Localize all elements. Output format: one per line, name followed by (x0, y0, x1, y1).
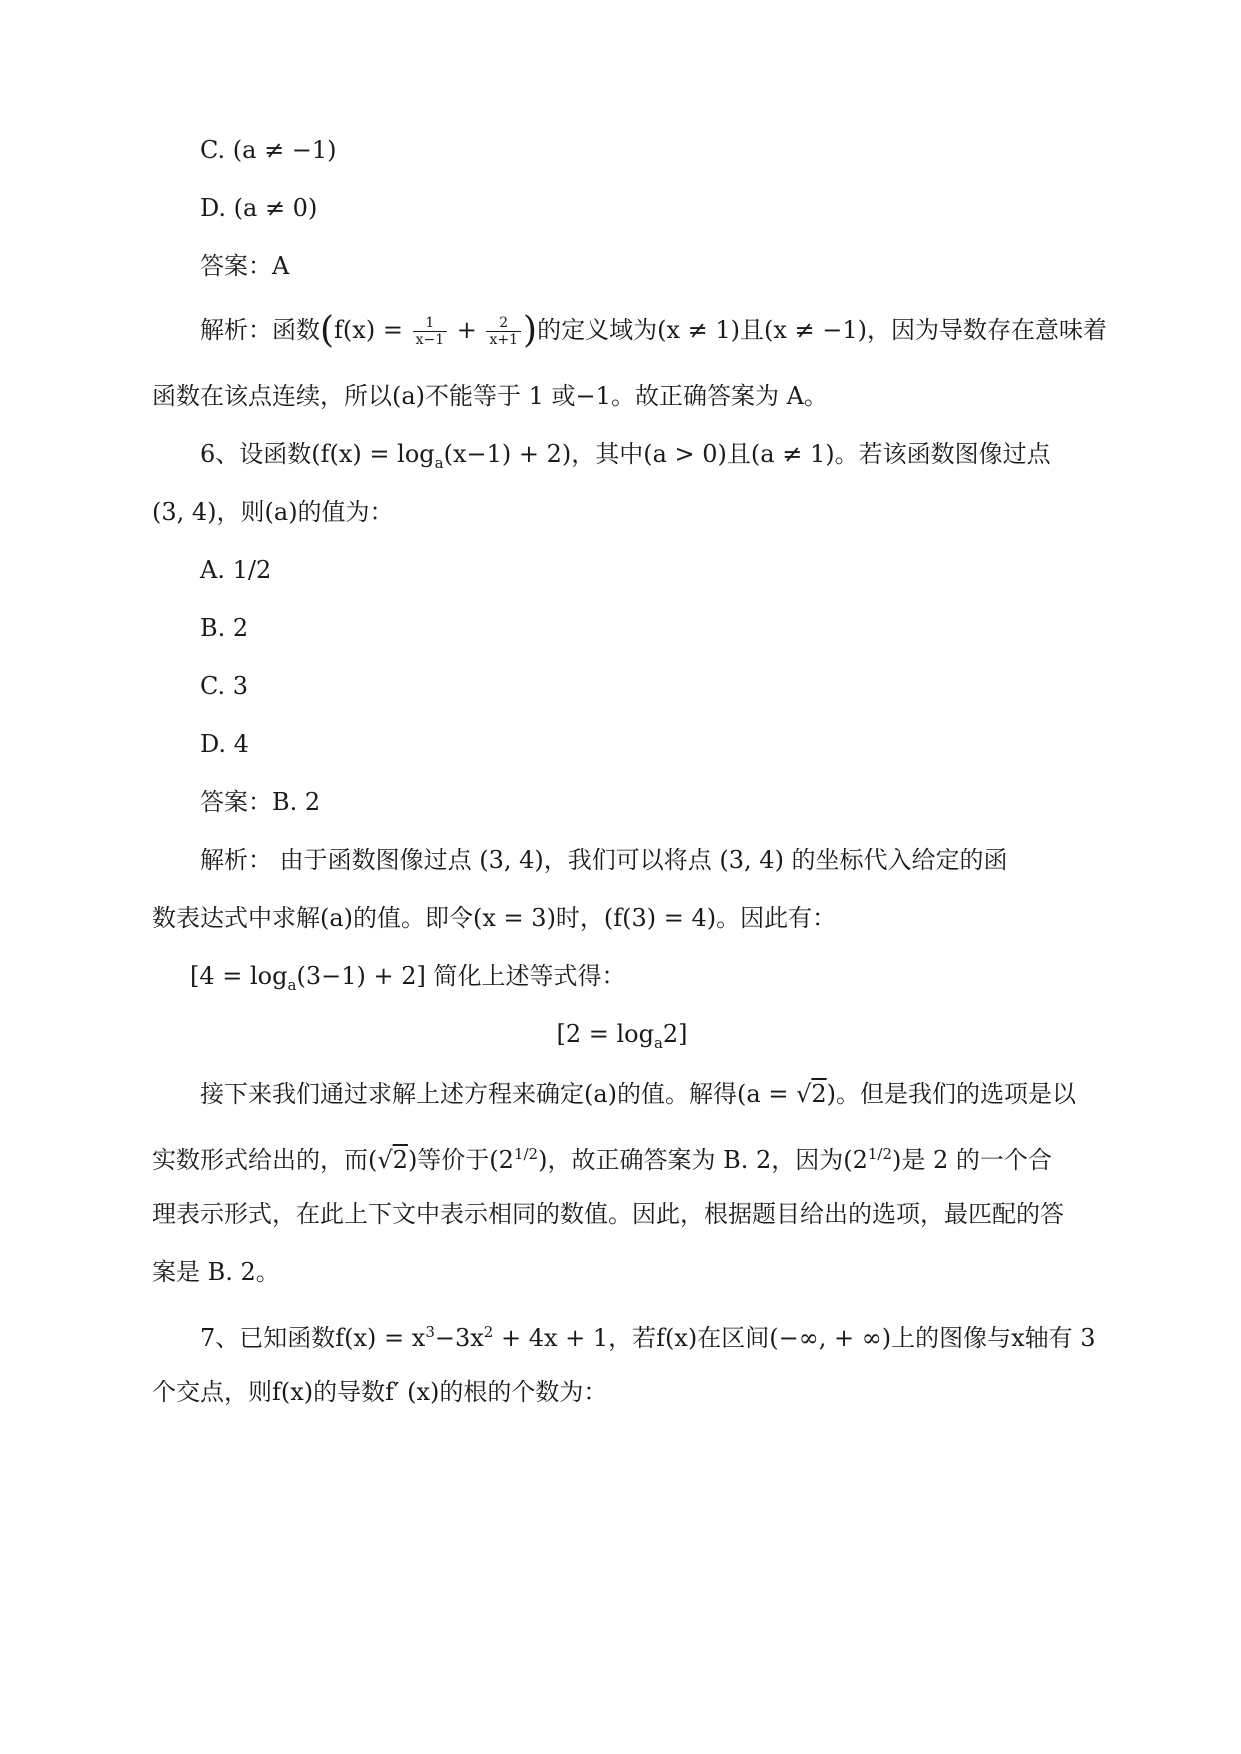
text: + 4x + 1，若f(x)在区间(−∞, + ∞)上的图像与x轴有 3 (493, 1324, 1096, 1352)
text: 2] (662, 1020, 688, 1048)
text: 答案：B. 2 (200, 788, 321, 816)
text: [2 = log (556, 1020, 654, 1048)
text: )是 2 的一个合 (892, 1146, 1052, 1174)
text: 案是 B. 2。 (152, 1258, 280, 1286)
question-7-line-2 (152, 1376, 1092, 1408)
text: )，故正确答案为 B. 2，因为(2 (538, 1146, 868, 1174)
text: )等价于(2 (407, 1146, 514, 1174)
subscript: a (434, 453, 444, 472)
solution-line-3 (152, 1198, 1092, 1230)
text: B. 2 (200, 614, 249, 642)
fraction (413, 315, 448, 348)
sqrt-radicand: 2 (392, 1146, 408, 1174)
text: (x−1) + 2)，其中(a > 0)且(a ≠ 1)。若该函数图像过点 (443, 440, 1051, 468)
analysis-line-1 (200, 310, 1107, 351)
text: D. 4 (200, 730, 249, 758)
text: 实数形式给出的，而(√ (152, 1146, 393, 1174)
denominator: x−1 (415, 332, 445, 348)
text: 7、已知函数f(x) = x (200, 1324, 426, 1352)
text: D. (a ≠ 0) (200, 194, 318, 222)
right-paren: ) (523, 310, 538, 351)
analysis-line-2 (152, 380, 1092, 412)
question-6-line-1 (200, 438, 1092, 479)
text: 的定义域为(x ≠ 1)且(x ≠ −1)，因为导数存在意味着 (537, 316, 1107, 344)
subscript: a (653, 1033, 663, 1052)
denominator: x+1 (489, 332, 519, 348)
math: f(x) = (334, 316, 411, 344)
math: + (449, 316, 485, 344)
option-c-line (200, 670, 1092, 702)
sqrt-radicand: 2 (811, 1080, 827, 1108)
text: (3−1) + 2] 简化上述等式得： (296, 962, 626, 990)
text: 答案：A (200, 252, 290, 280)
question-7-line-1 (200, 1316, 1096, 1354)
text: 接下来我们通过求解上述方程来确定(a)的值。解得(a = √ (200, 1080, 812, 1108)
superscript: 2 (483, 1323, 494, 1341)
text: )。但是我们的选项是以 (826, 1080, 1077, 1108)
text: [4 = log (190, 962, 288, 990)
superscript: 3 (425, 1323, 435, 1341)
text: 解析：函数 (200, 316, 320, 344)
text: C. 3 (200, 672, 249, 700)
text: 理表示形式，在此上下文中表示相同的数值。因此，根据题目给出的选项，最匹配的答 (152, 1200, 1064, 1228)
numerator: 1 (413, 315, 448, 332)
text: 6、设函数(f(x) = log (200, 440, 435, 468)
analysis-line-1 (200, 844, 1092, 876)
option-b-line (200, 612, 1092, 644)
question-6-line-2 (152, 496, 1092, 528)
text: 解析： 由于函数图像过点 (3, 4)，我们可以将点 (3, 4) 的坐标代入给定的函 (200, 846, 1008, 874)
analysis-line-2 (152, 902, 1092, 934)
equation-line-1 (190, 960, 1130, 1001)
equation-line-2 (152, 1018, 1092, 1059)
text: A. 1/2 (200, 556, 272, 584)
left-paren: ( (320, 310, 335, 351)
superscript: 1/2 (513, 1145, 539, 1163)
option-a-line (200, 554, 1092, 586)
answer-line (200, 786, 1092, 818)
solution-line-4 (152, 1256, 1092, 1288)
option-c-line (200, 134, 1092, 166)
text: C. (a ≠ −1) (200, 136, 337, 164)
option-d-line (200, 728, 1092, 760)
superscript: 1/2 (867, 1145, 893, 1163)
answer-line (200, 250, 1092, 282)
text: 个交点，则f(x)的导数f′ (x)的根的个数为： (152, 1378, 608, 1406)
text: 函数在该点连续，所以(a)不能等于 1 或−1。故正确答案为 A。 (152, 382, 828, 410)
text: 数表达式中求解(a)的值。即令(x = 3)时，(f(3) = 4)。因此有： (152, 904, 837, 932)
solution-line-2 (152, 1138, 1092, 1176)
solution-line-1 (200, 1078, 1092, 1110)
text: (3, 4)，则(a)的值为： (152, 498, 394, 526)
subscript: a (287, 975, 297, 994)
text: −3x (434, 1324, 484, 1352)
numerator: 2 (486, 315, 521, 332)
option-d-line (200, 192, 1092, 224)
fraction (486, 315, 521, 348)
